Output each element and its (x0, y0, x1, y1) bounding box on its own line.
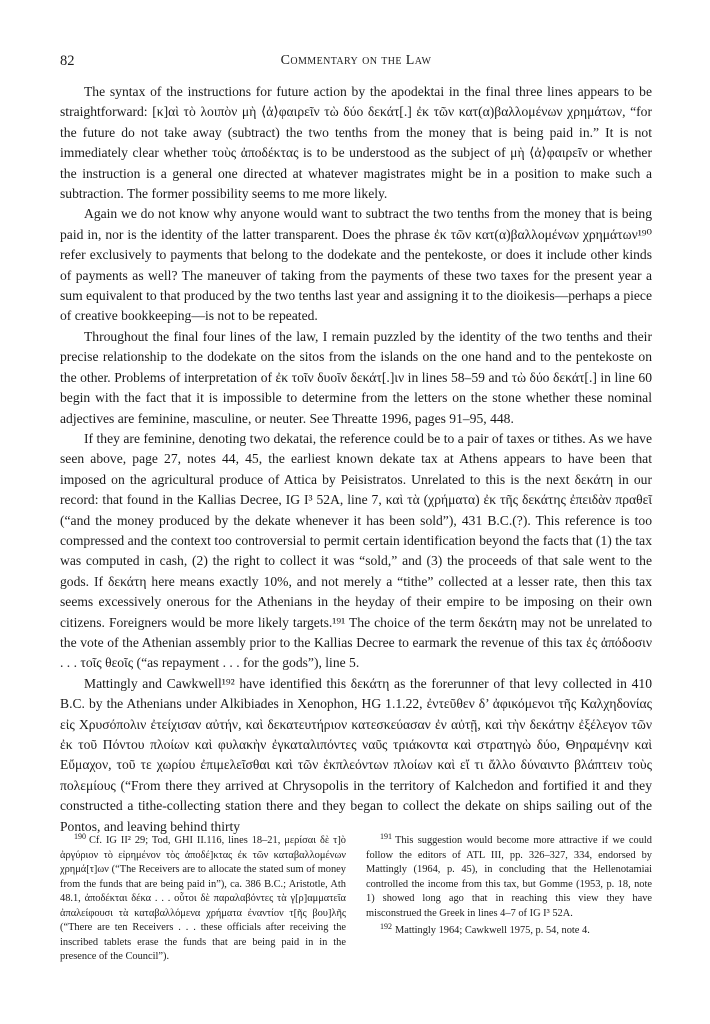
footnote (366, 921, 652, 939)
main-text (60, 82, 652, 837)
footnote-text: This suggestion would become more attractive if we could follow the editors of ATL III, pp. 326–327, 334, endorsed by Mattingly (1964, p. 45), in concluding that the Hellenotamiai controlled the income from this tax, but Gomme (1953, p. 18, note 1) showed long ago that in reaching this view they have misconstrued the Greek in lines 4–7 of IG I³ 52A. (366, 835, 652, 919)
footnote-number: 192 (380, 921, 392, 931)
footnote-number: 190 (74, 831, 86, 841)
footnote-text: Cf. IG II² 29; Tod, GHI II.116, lines 18–21, μερίσαι δὲ τ]ὸ ἀργύριον τὸ εἰρημένον τὸς ἀποδέ]κτας ἐκ τῶν καταβαλλομένων χρημά[τ]ων (“The Receivers are to allocate the stated sum of money from the funds that are being paid in”), ca. 386 B.C.; Aristotle, Ath 48.1, ἀποδέκται δέκα . . . οὗτοι δὲ παραλαβόντες τὰ γ[ρ]αμματεῖα ἀπαλείφουσι τὰ καταβαλλόμενα χρήματα ἐναντίον τ[ῆς βου]λῆς (“There are ten Receivers . . . these officials after receiving the inscribed tablets erase the funds that are being paid in in the presence of the Council”). (60, 835, 346, 962)
footnote-number: 191 (380, 831, 392, 841)
paragraph: Again we do not know why anyone would want to subtract the two tenths from the money that is being paid in, nor is the identity of the latter transparent. Does the phrase ἐκ τῶν κατ(α)βαλλομένων χρημάτων¹⁹⁰ refer exclusively to payments that belong to the dodekate and the pentekoste, or does it include other kinds of payments as well? The maneuver of taking from the payments of these two taxes for the present year a sum equivalent to that produced by the two tenths last year and assigning it to the dioikesis—perhaps a piece of creative bookkeeping—is not to be repeated. (60, 206, 652, 324)
footnote (366, 831, 652, 921)
paragraph: If they are feminine, denoting two dekatai, the reference could be to a pair of taxes or tithes. As we have seen above, page 27, notes 44, 45, the earliest known dekate tax at Athens appears to have been that imposed on the agricultural produce of Attica by Peisistratos. Unrelated to this is the next δεκάτη in our record: that found in the Kallias Decree, IG I³ 52A, line 7, καὶ τὰ (χρήματα) ἐκ τῆς δεκάτης ἐπειδὰν πραθεῖ (“and the money produced by the dekate whenever it has been sold”), 431 B.C.(?). This reference is too compressed and the context too controversial to permit certain identification beyond the facts that (1) the tax was computed in cash, (2) the right to collect it was “sold,” and (3) the proceeds of that sale went to the gods. If δεκάτη here means exactly 10%, and not merely a “tithe” collected at a lesser rate, then this tax seems excessively onerous for the Athenians in the heyday of their empire to be imposing on their own citizens. Foreigners would be more likely targets.¹⁹¹ The choice of the term δεκάτη may not be unrelated to the vote of the Athenian assembly prior to the Kallias Decree to earmark the revenue of this tax ἐς ἀπόδοσιν . . . τοῖς θεοῖς (“as repayment . . . for the gods”), line 5. (60, 430, 652, 671)
page-header (60, 53, 652, 73)
footnotes (60, 831, 652, 965)
page-number: 82 (60, 53, 75, 69)
footnote (60, 831, 346, 965)
paragraph: Throughout the final four lines of the law, I remain puzzled by the identity of the two tenths and their precise relationship to the dodekate on the sitos from the islands on the one hand and to the pentekoste on the other. Problems of interpretation of ἐκ τοῖν δυοῖν δεκάτ[.]ιν in lines 58–59 and τὼ δύο δεκάτ[.] in line 60 begin with the fact that it is impossible to determine from the letters on the stone whether these nominal adjectives are feminine, masculine, or neuter. See Threatte 1996, pages 91–95, 448. (60, 328, 652, 426)
paragraph: The syntax of the instructions for future action by the apodektai in the final three lines appears to be straightforward: [κ]αὶ τὸ λοιπὸν μὴ ⟨ἀ⟩φαιρεῖν τὼ δύο δεκάτ[.] ἐκ τῶν κατ(α)βαλλομένων χρημάτων, “for the future do not take away (subtract) the two tenths from the money that is being paid in.” It is not immediately clear whether τοὺς ἀποδέκτας is to be understood as the subject of μὴ ⟨ἀ⟩φαιρεῖν or whether the instruction is a general one directed at whatever magistrates might be in a position to make such a subtraction. The former possibility seems to me more likely. (60, 84, 652, 202)
footnote-text: Mattingly 1964; Cawkwell 1975, p. 54, note 4. (395, 925, 590, 936)
paragraph: Mattingly and Cawkwell¹⁹² have identified this δεκάτη as the forerunner of that levy collected in 410 B.C. by the Athenians under Alkibiades in Xenophon, HG 1.1.22, ἐντεῦθεν δ’ ἀφικόμενοι τῆς Καλχηδονίας εἰς Χρυσόπολιν ἐτείχισαν αὐτήν, καὶ δεκατευτήριον κατεσκεύασαν ἐν αὐτῇ, καὶ τὴν δεκάτην ἐξέλεγον τῶν ἐκ τοῦ Πόντου πλοίων καὶ φυλακὴν ἐγκαταλιπόντες ναῦς τριάκοντα καὶ στρατηγὼ δύο, Θηραμένην καὶ Εὔμαχον, τοῦ τε χωρίου ἐπιμελεῖσθαι καὶ τῶν ἐκπλεόντων πλοίων καὶ εἴ τι ἄλλο δύναιντο βλάπτειν τοὺς πολεμίους (“From there they arrived at Chrysopolis in the territory of Kalchedon and fortified it and they constructed a tithe-collecting station there and they began to collect the dekate on ships sailing out of the Pontos, and leaving behind thirty (60, 675, 652, 834)
running-head: Commentary on the Law (280, 53, 432, 68)
